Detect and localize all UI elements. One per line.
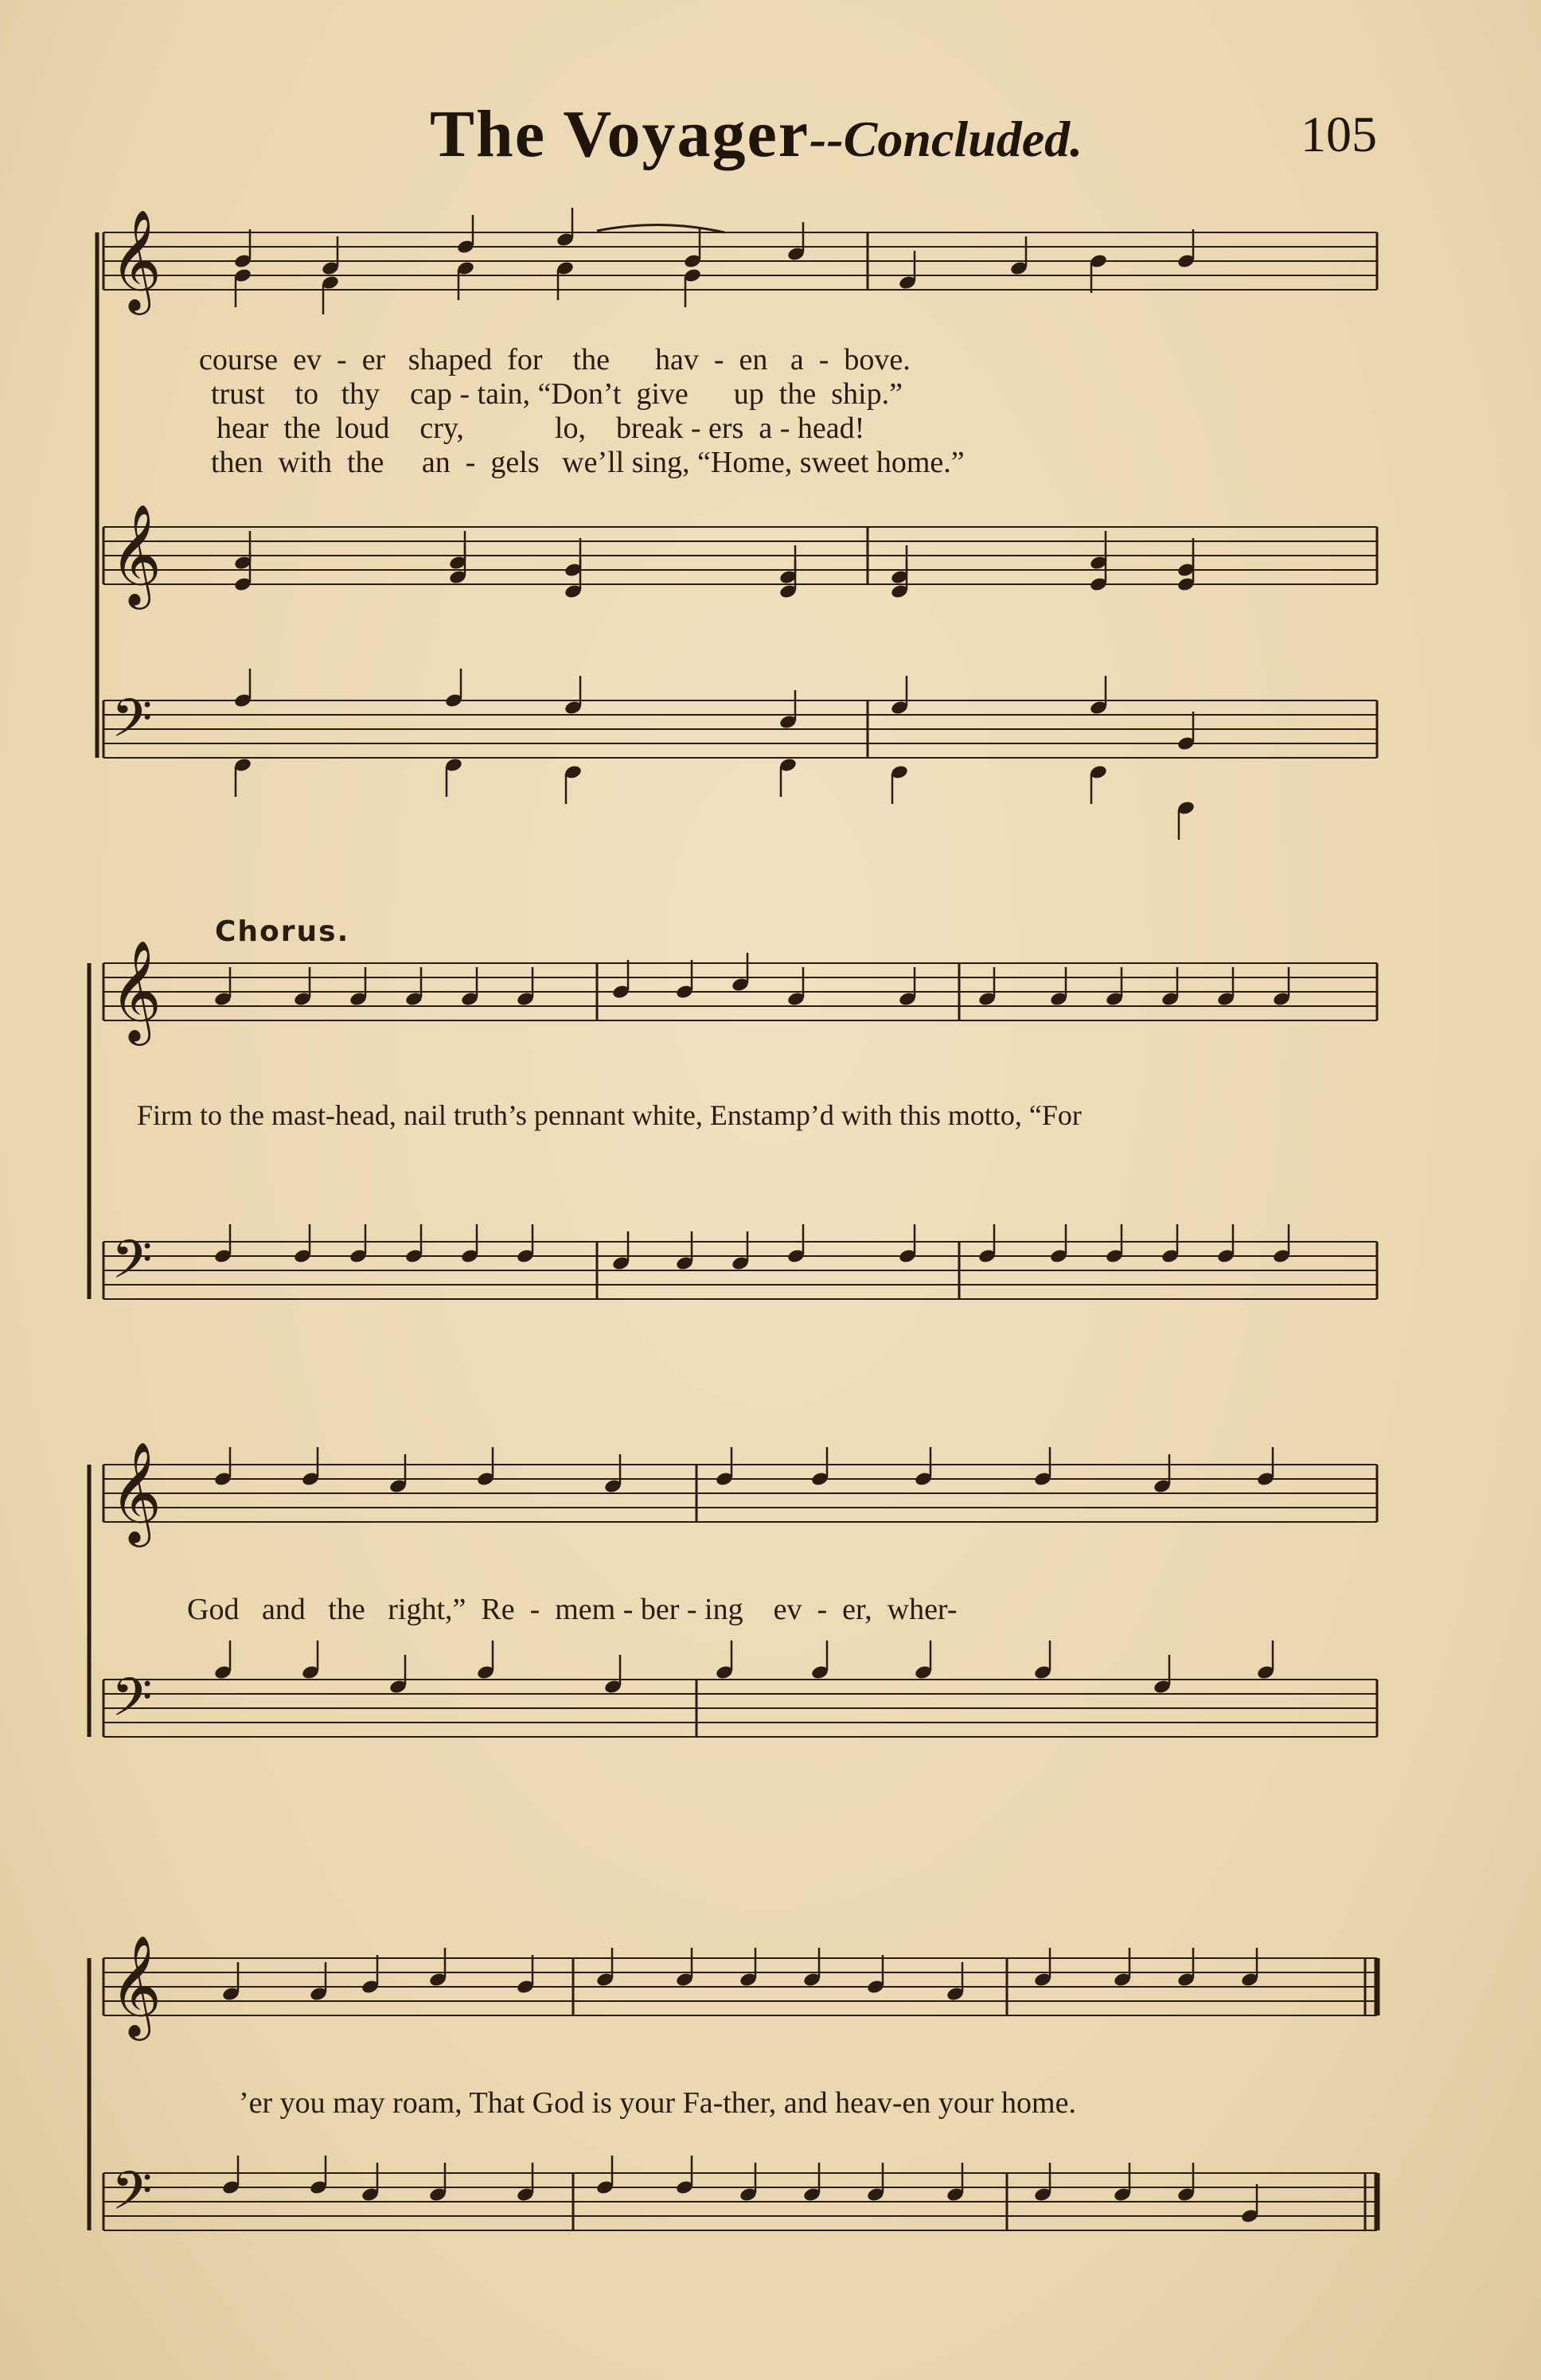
chorus-lyric-line-2: God and the right,” Re - mem - ber - ing ev - er, wher- [187,1593,958,1626]
verse-lyric-line-3: hear the loud cry, lo, break - ers a - head! [217,412,865,445]
chorus-treble-staff [103,939,1377,1046]
chorus-bass-staff [103,1224,1377,1303]
svg-text:𝄞: 𝄞 [110,1441,162,1543]
verse-alto-staff [103,503,1377,610]
system4-bass-staff [103,2156,1377,2234]
verse-lyric-line-1: course ev - er shaped for the hav - en a - bove. [199,343,911,377]
svg-text:𝄞: 𝄞 [110,1934,162,2036]
page-number: 105 [1301,106,1377,162]
chorus-lyric-line-1: Firm to the mast-head, nail truth’s pennant white, Enstamp’d with this motto, “For [137,1099,1082,1131]
svg-text:𝄢: 𝄢 [111,688,153,762]
svg-text:𝄢: 𝄢 [111,2160,153,2234]
svg-text:𝄞: 𝄞 [110,209,162,310]
svg-text:𝄢: 𝄢 [111,1667,153,1741]
svg-text:𝄢: 𝄢 [111,1229,153,1303]
system4-treble-staff [103,1934,1377,2041]
verse-bass-staff [103,669,1377,840]
verse-lyric-line-4: then with the an - gels we’ll sing, “Home, sweet home.” [211,446,965,479]
verse-lyric-line-2: trust to thy cap - tain, “Don’t give up the ship.” [211,377,903,411]
verse-treble-staff [103,208,1377,315]
system3-bass-staff [103,1641,1377,1741]
svg-text:𝄞: 𝄞 [110,503,162,605]
svg-text:𝄞: 𝄞 [110,939,162,1041]
chorus-label: Chorus. [215,915,350,948]
hymn-title-text: The Voyager [430,97,810,171]
chorus-lyric-line-3: ’er you may roam, That God is your Fa-ther, and heav-en your home. [239,2086,1076,2120]
hymn-title-suffix: --Concluded. [810,111,1083,167]
system3-treble-staff [103,1441,1377,1547]
